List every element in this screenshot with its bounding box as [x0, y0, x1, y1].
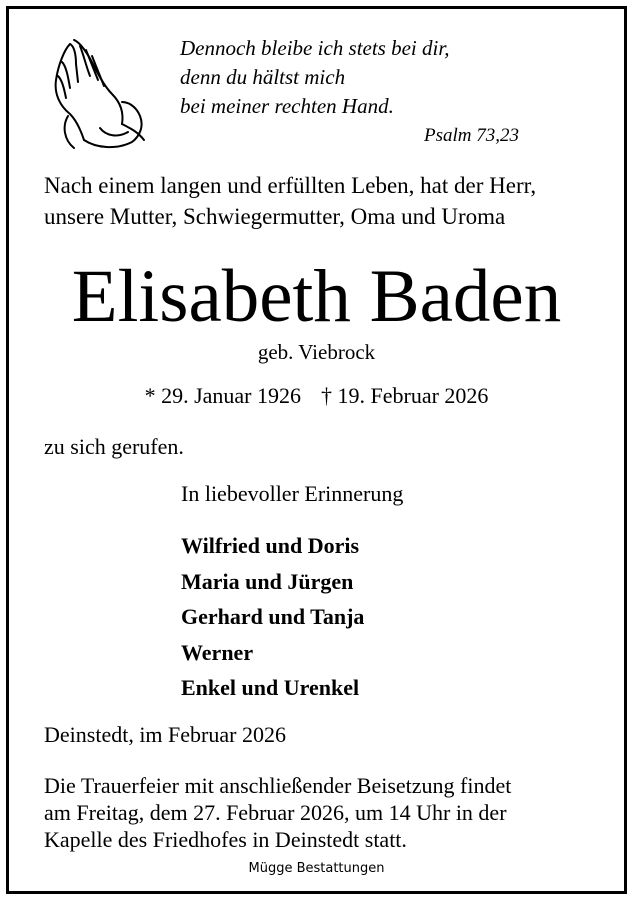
- called-home-text: zu sich gerufen.: [44, 434, 184, 459]
- family-member: Maria und Jürgen: [181, 568, 354, 594]
- family-member: Werner: [181, 639, 254, 665]
- family-member: Gerhard und Tanja: [181, 604, 365, 629]
- funeral-line: Die Trauerfeier mit anschließender Beisetzung findet: [44, 773, 512, 798]
- birth-date: * 29. Januar 1926: [144, 383, 301, 408]
- deceased-name: Elisabeth Baden: [71, 255, 562, 338]
- funeral-info: [44, 772, 511, 853]
- death-date: † 19. Februar 2026: [321, 383, 489, 408]
- verse-line: Dennoch bleibe ich stets bei dir,: [180, 36, 450, 60]
- family-list: [181, 528, 364, 706]
- intro-text: [44, 170, 536, 232]
- undertaker-credit: Mügge Bestattungen: [248, 861, 385, 876]
- verse-reference: Psalm 73,23: [424, 125, 519, 146]
- intro-line: Nach einem langen und erfüllten Leben, hat der Herr,: [44, 173, 537, 198]
- family-member: Enkel und Urenkel: [181, 675, 360, 700]
- funeral-line: am Freitag, dem 27. Februar 2026, um 14 Uhr in der: [44, 800, 507, 825]
- family-member: Wilfried und Doris: [181, 533, 360, 558]
- intro-line: unsere Mutter, Schwiegermutter, Oma und Uroma: [44, 204, 506, 229]
- praying-hands-icon: [40, 36, 158, 154]
- life-dates: [0, 383, 633, 409]
- verse-line: denn du hältst mich: [180, 65, 346, 89]
- birth-name: geb. Viebrock: [257, 340, 376, 364]
- memory-heading: In liebevoller Erinnerung: [181, 481, 404, 506]
- verse-line: bei meiner rechten Hand.: [180, 94, 394, 118]
- place-and-date: Deinstedt, im Februar 2026: [44, 722, 286, 747]
- bible-verse: [180, 34, 449, 121]
- funeral-line: Kapelle des Friedhofes in Deinstedt statt.: [44, 827, 407, 852]
